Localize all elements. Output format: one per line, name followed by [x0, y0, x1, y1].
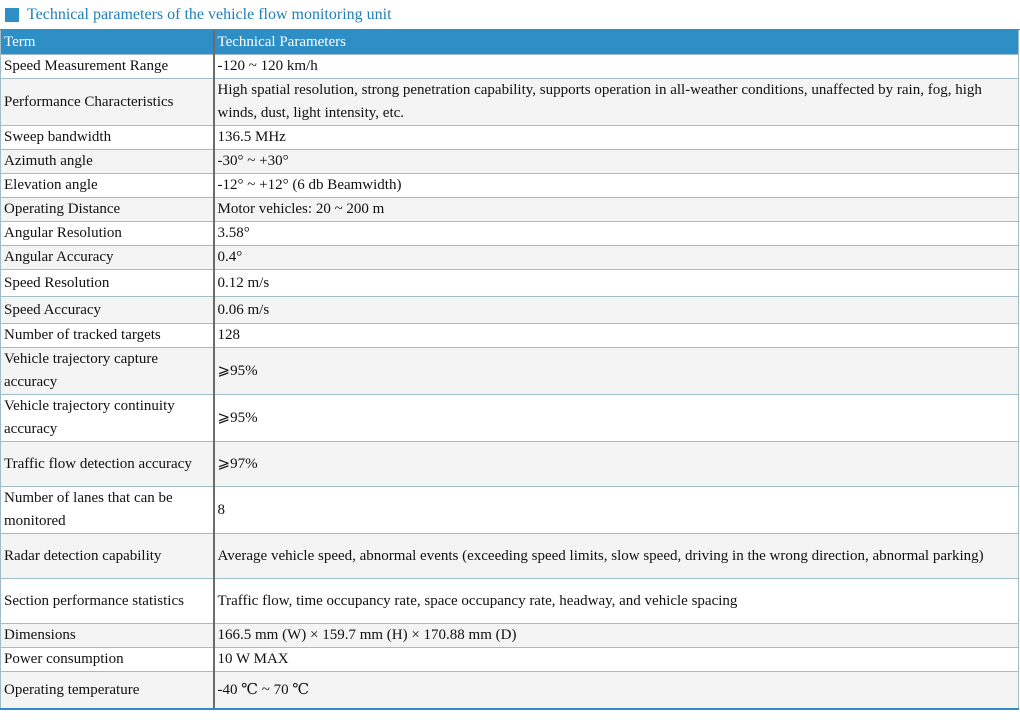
row-term: Speed Resolution	[1, 270, 214, 297]
table-row	[1, 198, 1019, 222]
row-value: 10 W MAX	[214, 648, 1019, 672]
row-value: Motor vehicles: 20 ~ 200 m	[214, 198, 1019, 222]
row-value: Average vehicle speed, abnormal events (exceeding speed limits, slow speed, driving in the wrong direction, abnormal parking)	[214, 534, 1019, 579]
row-value: 136.5 MHz	[214, 126, 1019, 150]
row-value: Traffic flow, time occupancy rate, space occupancy rate, headway, and vehicle spacing	[214, 579, 1019, 624]
row-term: Operating temperature	[1, 672, 214, 710]
table-row	[1, 126, 1019, 150]
row-value: ⩾95%	[214, 395, 1019, 442]
table-row	[1, 222, 1019, 246]
table-header-row	[1, 30, 1019, 55]
row-term: Radar detection capability	[1, 534, 214, 579]
row-term: Dimensions	[1, 624, 214, 648]
table-row	[1, 624, 1019, 648]
row-term: Speed Measurement Range	[1, 55, 214, 79]
table-row	[1, 79, 1019, 126]
row-value: -120 ~ 120 km/h	[214, 55, 1019, 79]
row-term: Elevation angle	[1, 174, 214, 198]
row-term: Angular Accuracy	[1, 246, 214, 270]
row-term: Number of lanes that can be monitored	[1, 487, 214, 534]
table-row	[1, 534, 1019, 579]
table-row	[1, 150, 1019, 174]
table-row	[1, 648, 1019, 672]
row-value: High spatial resolution, strong penetration capability, supports operation in all-weather conditions, unaffected by rain, fog, high winds, dust, light intensity, etc.	[214, 79, 1019, 126]
row-term: Operating Distance	[1, 198, 214, 222]
row-value: 0.06 m/s	[214, 297, 1019, 324]
row-term: Traffic flow detection accuracy	[1, 442, 214, 487]
section-title: Technical parameters of the vehicle flow monitoring unit	[27, 6, 392, 23]
table-row	[1, 348, 1019, 395]
row-value: 128	[214, 324, 1019, 348]
row-term: Performance Characteristics	[1, 79, 214, 126]
row-term: Speed Accuracy	[1, 297, 214, 324]
row-value: -12° ~ +12° (6 db Beamwidth)	[214, 174, 1019, 198]
spec-table	[0, 30, 1019, 710]
table-row	[1, 246, 1019, 270]
row-value: ⩾97%	[214, 442, 1019, 487]
row-value: -30° ~ +30°	[214, 150, 1019, 174]
row-value: 8	[214, 487, 1019, 534]
row-value: -40 ℃ ~ 70 ℃	[214, 672, 1019, 710]
table-row	[1, 297, 1019, 324]
row-value: 3.58°	[214, 222, 1019, 246]
table-row	[1, 487, 1019, 534]
row-value: 0.12 m/s	[214, 270, 1019, 297]
header-technical-parameters: Technical Parameters	[214, 30, 1019, 55]
row-term: Number of tracked targets	[1, 324, 214, 348]
table-row	[1, 55, 1019, 79]
table-row	[1, 672, 1019, 710]
row-term: Power consumption	[1, 648, 214, 672]
row-value: 0.4°	[214, 246, 1019, 270]
row-value: 166.5 mm (W) × 159.7 mm (H) × 170.88 mm (D)	[214, 624, 1019, 648]
title-square-icon	[5, 8, 19, 22]
table-row	[1, 579, 1019, 624]
row-term: Angular Resolution	[1, 222, 214, 246]
section-title-bar	[0, 0, 1020, 30]
table-row	[1, 395, 1019, 442]
table-row	[1, 324, 1019, 348]
table-row	[1, 442, 1019, 487]
header-term: Term	[1, 30, 214, 55]
table-row	[1, 174, 1019, 198]
row-term: Vehicle trajectory continuity accuracy	[1, 395, 214, 442]
row-term: Vehicle trajectory capture accuracy	[1, 348, 214, 395]
row-term: Azimuth angle	[1, 150, 214, 174]
row-term: Sweep bandwidth	[1, 126, 214, 150]
table-row	[1, 270, 1019, 297]
row-term: Section performance statistics	[1, 579, 214, 624]
row-value: ⩾95%	[214, 348, 1019, 395]
